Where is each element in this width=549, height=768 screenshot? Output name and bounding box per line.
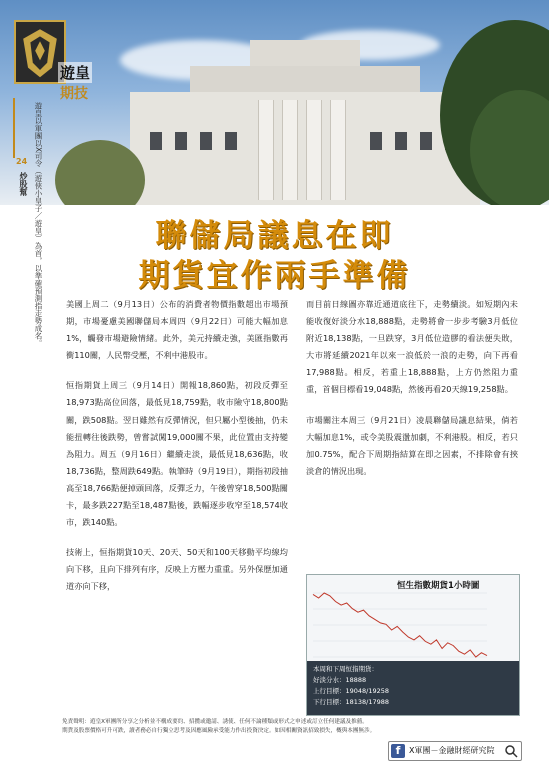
left-column <box>66 296 288 609</box>
column-name: 炒股幫 <box>19 172 28 196</box>
disclaimer-line: 免責聲明：遊皇X軍團所分享之分析並不構成要約、招攬或邀請、誘使、任何不論種類或形式之申述或訂立任何建議及推薦。 <box>62 719 368 725</box>
futures-chart <box>306 574 520 716</box>
search-icon <box>504 744 518 758</box>
page-number: 24 <box>16 157 28 166</box>
paragraph: 而目前日線圖亦靠近通道底往下，走勢續淡。如短期內未能收復好淡分水18,888點，走勢將會一步步考驗3月低位附近18,138點，一旦跌穿，3月低位造膠的看法便失敗，大市將延續2021年以來一浪低於一浪的走勢，向下再看17,988點。相反，若重上18,888點，上方仍然阻力重重，首個目標看19,048點，然後再看20天線19,258點。 <box>306 299 518 395</box>
facebook-icon: f <box>391 744 405 758</box>
paragraph: 技術上，恒指期貨10天、20天、50天和100天移動平均線均向下移，且向下排列有序，反映上方壓力重重。另外保歷加通道亦向下移， <box>66 547 288 592</box>
headline-line-1: 聯儲局議息在即 <box>155 218 394 254</box>
paragraph: 市場關注本周三（9月21日）凌晨聯儲局議息結果，倘若大幅加息1%，或令美股震盪加劇，不利港股。相反，若只加0.75%，配合下周期指結算在即之因素，不排除會有挾淡倉的情況出現。 <box>306 414 518 476</box>
facebook-page-link[interactable] <box>388 741 522 761</box>
disclaimer-line: 期貨及股票價格可升可跌，讀者務必自行獨立思考及因應風險承受能力作出投資決定。如因相關資訊招致損失，概與本團無涉。 <box>62 728 376 734</box>
divider <box>13 98 15 158</box>
brand-tagline: 遊皇以軍團以X司令（遊俠小皇子／遊皇）為首，以準確預測指走勢成名。 <box>34 102 43 348</box>
chart-info-panel <box>307 661 519 715</box>
chart-info-line: 上行目標：19048/19258 <box>313 687 390 695</box>
right-column <box>306 296 518 493</box>
headline-line-2: 期貨宜作兩手準備 <box>138 258 411 294</box>
chart-info-line: 好淡分水：18888 <box>313 676 367 684</box>
brand-subtitle: 期技 <box>60 86 88 102</box>
facebook-page-label: X軍團－金融財經研究院 <box>409 746 495 755</box>
disclaimer <box>62 718 512 736</box>
paragraph: 美國上周二（9月13日）公布的消費者物價指數超出市場預期，市場憂慮美國聯儲局本周四（9月22日）可能大幅加息1%，觸發市場避險情緒。此外，美元持續走強，美匯指數再衝110關，人民幣受壓，不利中港股市。 <box>66 299 288 361</box>
chart-info-line: 本周和下周恒指期貨： <box>313 665 378 673</box>
chart-title: 恒生指數期貨1小時圖 <box>397 581 480 591</box>
paragraph: 恒指期貨上周三（9月14日）開報18,860點，初段反彈至18,973點高位回落，最低見18,759點，收市險守18,800點關，跌508點。翌日雖然有反彈情況，但只屬小型後抽，仍未能扭轉往後跌勢，曾嘗試闖19,000關不果，此位置由支持變為阻力。周五（9月16日）繼續走淡，最低見18,636點，收18,736點，整周跌649點。執筆時（9月19日），期指初段抽高至18,766點便掉頭回落，反彈乏力，午後曾穿18,500點關卡，最多跌227點至18,487點後，跌幅逐步收窄至18,574收市，跌140點。 <box>66 380 288 528</box>
chart-info-line: 下行目標：18138/17988 <box>313 698 390 706</box>
federal-reserve-building <box>130 92 480 205</box>
brand-title: 遊皇 <box>60 64 91 82</box>
